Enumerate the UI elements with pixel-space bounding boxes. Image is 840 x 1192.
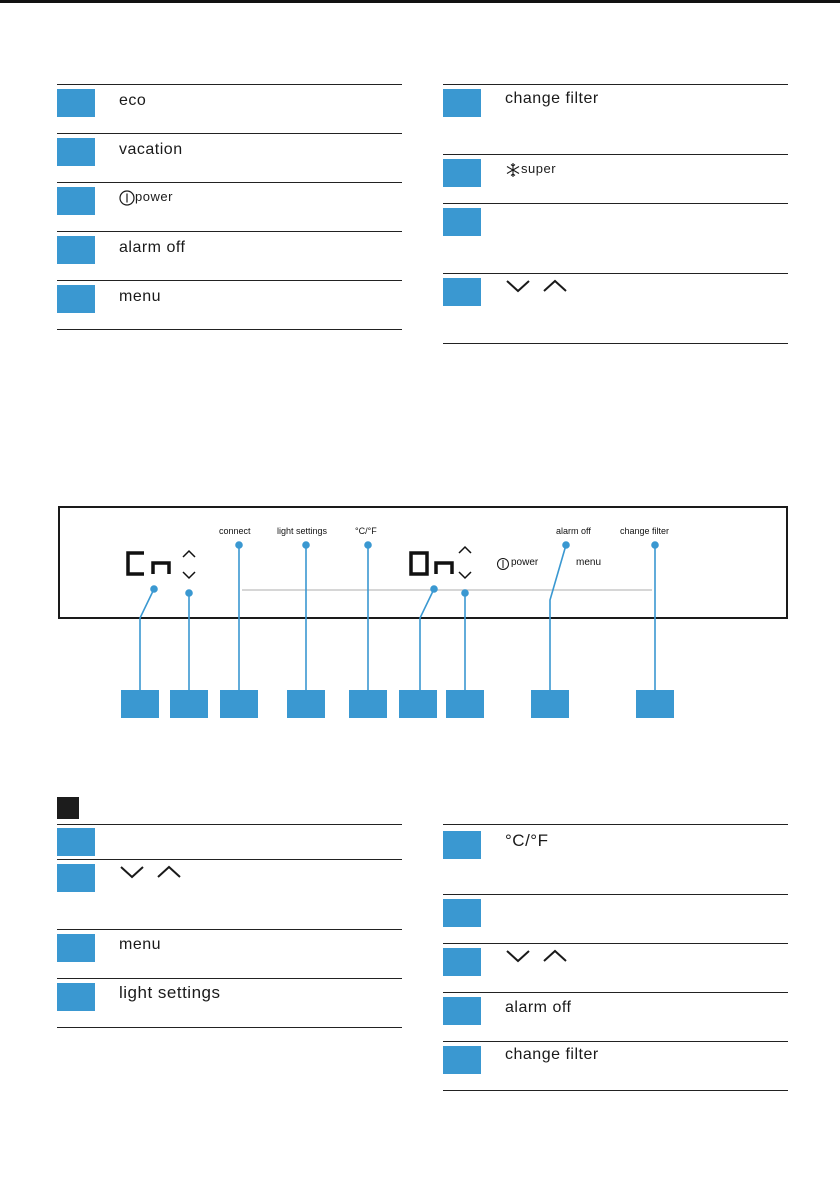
legend-icons [119,864,182,885]
legend-label: alarm off [505,999,572,1016]
legend-label: vacation [119,141,183,158]
legend-label: eco [119,92,147,109]
number-badge [443,831,481,859]
callout-badge [446,690,484,718]
callout-badge [220,690,258,718]
legend-label: change filter [505,1046,599,1063]
legend-label: menu [119,288,162,305]
number-badge [57,828,95,856]
callout-badge [531,690,569,718]
number-badge [443,948,481,976]
legend-label: menu [119,936,162,953]
section-marker [57,797,79,819]
chevron-up-icon [542,948,568,964]
display-left-digits [128,553,169,574]
legend-row [443,1041,788,1091]
legend-end-rule [443,1090,788,1091]
legend-row [57,978,402,1028]
change-filter-label: change filter [620,526,670,536]
chevron-down-icon[interactable] [183,572,195,578]
legend-label: super [521,161,557,176]
callout-badge [399,690,437,718]
legend-row [57,824,402,860]
bottom-right-legend [443,824,788,1094]
number-badge [443,997,481,1025]
legend-row [443,992,788,1042]
callout-badge [349,690,387,718]
number-badge [57,934,95,962]
legend-label: °C/°F [505,831,549,850]
display-right-digits [411,553,452,574]
chevron-up-icon[interactable] [459,547,471,553]
chevron-down-icon[interactable] [459,572,471,578]
legend-icons [505,948,568,969]
legend-label: power [135,189,173,204]
callout-badge [636,690,674,718]
number-badge [443,1046,481,1074]
menu-label: menu [576,557,602,568]
connect-label: connect [219,526,251,536]
power-label: power [511,557,539,568]
bottom-left-legend [57,824,402,1034]
callout-badge [121,690,159,718]
callout-badge [170,690,208,718]
legend-label: light settings [119,983,221,1002]
legend-label: change filter [505,90,599,107]
legend-label: alarm off [119,239,186,256]
legend-row [443,824,788,895]
chevron-up-icon[interactable] [183,551,195,557]
chevron-down-icon [119,864,145,880]
callout-badge [287,690,325,718]
chevron-up-icon [156,864,182,880]
number-badge [57,864,95,892]
chevron-down-icon [505,948,531,964]
unit-toggle-label: °C/°F [355,526,377,536]
legend-row [57,929,402,979]
alarm-off-label: alarm off [556,526,591,536]
number-badge [57,983,95,1011]
legend-end-rule [57,1027,402,1028]
legend-row [57,859,402,930]
light-settings-label: light settings [277,526,328,536]
legend-row [443,943,788,993]
number-badge [443,899,481,927]
legend-row [443,894,788,944]
